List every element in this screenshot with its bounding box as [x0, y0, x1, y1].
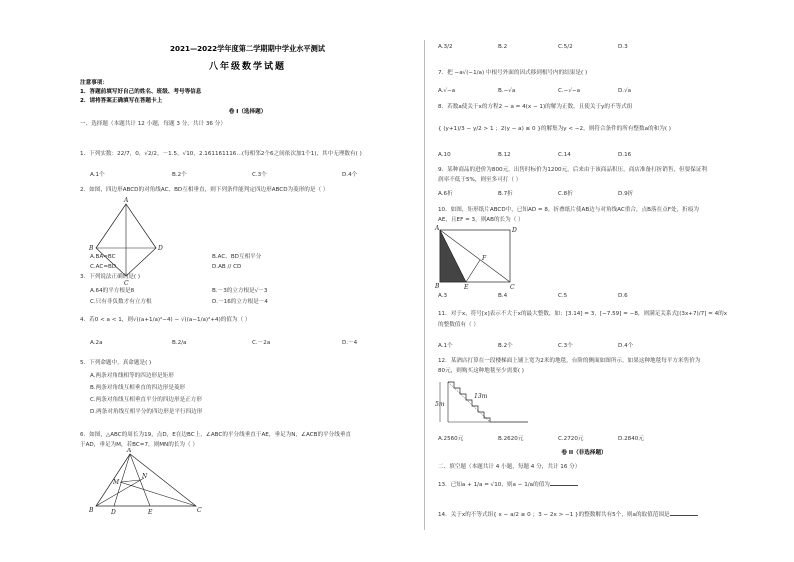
q9-option-d: D.9折: [618, 191, 634, 197]
q7-option-a: A.√−a: [438, 88, 456, 94]
question-10-stem-2: AE，且EF = 3，则AB的长为（ ）: [438, 217, 524, 223]
q2-option-d: D.AB // CD: [212, 264, 242, 270]
question-14-stem: [438, 510, 698, 519]
question-4-stem: 4．若0 < a < 1，则√((a+1/a)²−4) − √((a−1/a)²+4)的值为（ ）: [80, 317, 251, 323]
q4-option-c: C.－2a: [252, 340, 271, 346]
question-13-stem: [438, 480, 578, 489]
q8-option-d: D.16: [618, 152, 632, 158]
q1-option-c: C.3个: [252, 172, 267, 178]
q6-option-a: A.3/2: [438, 44, 453, 50]
column-divider: [424, 40, 425, 530]
q2-option-b: B.AC、BD互相平分: [212, 254, 262, 260]
q12-option-b: B.2620元: [498, 436, 524, 442]
section-heading: 卷 I（选择题）: [228, 109, 267, 115]
q2-option-c: C.AC=BD: [90, 264, 117, 270]
q4-option-a: A.2a: [90, 340, 103, 346]
q10-option-d: D.6: [618, 293, 628, 299]
q12-option-c: C.2720元: [558, 436, 584, 442]
left-column: [80, 40, 415, 550]
q11-option-d: D.4个: [618, 343, 634, 349]
fig-label-height: 5m: [435, 401, 445, 408]
fig-label-d: D: [158, 245, 163, 252]
q10-option-a: A.3: [438, 293, 448, 299]
part-intro: 二、填空题（本题共计 4 小题，每题 4 分，共计 16 分）: [438, 464, 581, 470]
notice-item: 2．请将答案正确填写在答题卡上: [80, 98, 163, 104]
question-11-stem-1: 11．对于x，符号[x]表示不大于x的最大整数，如：[3.14] = 3，[−7.59] = −8，则满足关系式[(3x+7)/7] = 4的x: [438, 311, 728, 317]
right-column: [434, 40, 734, 550]
question-3-stem: 3．下列说法正确的是( ): [80, 274, 141, 280]
q8-option-c: C.14: [558, 152, 571, 158]
question-12-stem-1: 12．某酒店打算在一段楼梯面上铺上宽为2米的地毯，台阶的侧面如图所示，如果这种地毯每平方米售价为: [438, 358, 701, 364]
question-6-stem-1: 6．如图，△ABC的周长为19，点D，E在边BC上，∠ABC的平分线垂直于AE，垂足为N，∠ACB的平分线垂直: [80, 432, 352, 438]
exam-title: 2021—2022学年度第二学期期中学业水平测试: [169, 44, 325, 53]
fig-label-c: C: [197, 507, 202, 514]
question-7-stem: 7．把 −a√(−1/a) 中根号外面的因式移到根号内的结果是( ): [438, 70, 588, 76]
fig-label-c: C: [510, 284, 515, 290]
q6-option-d: D.3: [618, 44, 628, 50]
q6-option-b: B.2: [498, 44, 508, 50]
fig-label-d: D: [512, 227, 517, 234]
question-9-stem-2: 润率不低于5%，则至多可打（ ）: [438, 177, 522, 183]
q1-option-d: D.4个: [342, 172, 358, 178]
fig-label-e: E: [148, 509, 153, 516]
fig-label-n: N: [142, 473, 148, 480]
rectangle-fold-figure: [434, 224, 524, 290]
q3-option-d: D.－16的立方根是－4: [212, 299, 268, 305]
q9-option-a: A.6折: [438, 191, 453, 197]
q3-option-a: A.64的平方根是8: [90, 288, 135, 294]
q9-option-b: B.7折: [498, 191, 513, 197]
fig-label-b: B: [89, 507, 94, 514]
section-heading: 卷 II（非选择题）: [561, 450, 607, 456]
question-9-stem-1: 9．某种商品的进价为800元，出售时标价为1200元，后来由于该商品积压，商店准备打折销售，但要保证利: [438, 167, 708, 173]
answer-blank[interactable]: [670, 510, 698, 516]
q11-option-c: C.3个: [558, 343, 573, 349]
fig-label-a: A: [435, 225, 440, 232]
question-2-stem: 2．如图，四边形ABCD的对角线AC、BD互相垂直，则下列条件能判定四边形ABCD为菱形的是（ ）: [80, 187, 329, 193]
fig-label-d: D: [111, 509, 116, 516]
fig-label-e: E: [464, 284, 469, 290]
q3-option-c: C.只有非负数才有立方根: [90, 299, 152, 305]
q4-option-b: B.2/a: [172, 340, 187, 346]
fig-label-b: B: [435, 283, 440, 290]
q7-option-d: D.√a: [618, 88, 632, 94]
q8-option-a: A.10: [438, 152, 451, 158]
q4-option-d: D.－4: [342, 340, 358, 346]
question-5-stem: 5．下列命题中，真命题是( ): [80, 360, 152, 366]
question-8-stem-1: 8．若数a使关于x的方程2 − a = 4(x − 1)的解为正数，且使关于y的不等式组: [438, 104, 633, 110]
question-8-stem-2: { (y+1)/3 − y/2 > 1 ；2(y − a) ≤ 0 }的解集为y < −2，则符合条件的所有整数a的和为( ): [438, 126, 671, 132]
fig-label-a: A: [124, 197, 129, 204]
question-13-text: 13．已知a + 1/a = √10，则a − 1/a的值为: [438, 482, 550, 488]
question-12-stem-2: 80元，则购买这种地毯至少需要( ): [438, 368, 524, 374]
q7-option-b: B.−√a: [498, 88, 516, 94]
q3-option-b: B.－3的立方根是√－3: [212, 288, 268, 294]
q12-option-d: D.2840元: [618, 436, 644, 442]
q12-option-a: A.2560元: [438, 436, 464, 442]
question-1-stem: 1．下列实数：22/7，0，√2/2，－1.5，√10，2.161161116…(每相邻2个6之间依次加1个1)，其中无理数有( ): [80, 151, 362, 157]
q1-option-b: B.2个: [172, 172, 187, 178]
q5-item-b: B.两条对角线互相垂直的四边形是菱形: [90, 385, 186, 391]
stairs-figure: [434, 376, 534, 428]
q11-option-a: A.1个: [438, 343, 453, 349]
triangle-figure: [86, 448, 206, 516]
q5-item-a: A.两条对角线相等的四边形是矩形: [90, 373, 174, 379]
fig-label-f: F: [482, 255, 487, 262]
fig-label-b: B: [89, 245, 94, 252]
q7-option-c: C.−√−a: [558, 88, 581, 94]
q5-item-d: D.两条对角线互相平分的四边形是平行四边形: [90, 409, 203, 415]
q5-item-c: C.两条对角线互相垂直平分的四边形是正方形: [90, 397, 202, 403]
question-10-stem-1: 10．如图，矩形纸片ABCD中，已知AD = 8，折叠纸片使AB边与对角线AC重合，点B落在点F处，折痕为: [438, 207, 699, 213]
question-14-text: 14．关于x的不等式组{ x − a/2 ≥ 0 ；3 − 2x > −1 }的整数解共有5个，则a的取值范围是: [438, 512, 670, 518]
fig-label-c: C: [124, 280, 129, 287]
q10-option-c: C.5: [558, 293, 568, 299]
question-6-stem-2: 于AD，垂足为M，若BC=7，则MN的长为（ ）: [80, 442, 198, 448]
fig-label-m: M: [113, 479, 120, 486]
part-intro: 一、选择题（本题共计 12 小题，每题 3 分，共计 36 分）: [80, 121, 226, 127]
q2-option-a: A.BA=BC: [90, 254, 116, 260]
q6-option-c: C.5/2: [558, 44, 573, 50]
q8-option-b: B.12: [498, 152, 511, 158]
q11-option-b: B.2个: [498, 343, 513, 349]
q9-option-c: C.8折: [558, 191, 573, 197]
fig-label-length: 13m: [474, 393, 488, 400]
answer-blank[interactable]: [550, 480, 578, 486]
q10-option-b: B.4: [498, 293, 508, 299]
q1-option-a: A.1个: [90, 172, 105, 178]
question-11-stem-2: 的整数值有（ ）: [438, 322, 479, 328]
fig-label-a: A: [127, 448, 132, 454]
notice-head: 注意事项：: [80, 80, 108, 86]
exam-subtitle: 八年级数学试题: [208, 62, 286, 72]
notice-item: 1．答题前填写好自己的姓名、班级、考号等信息: [80, 89, 202, 95]
